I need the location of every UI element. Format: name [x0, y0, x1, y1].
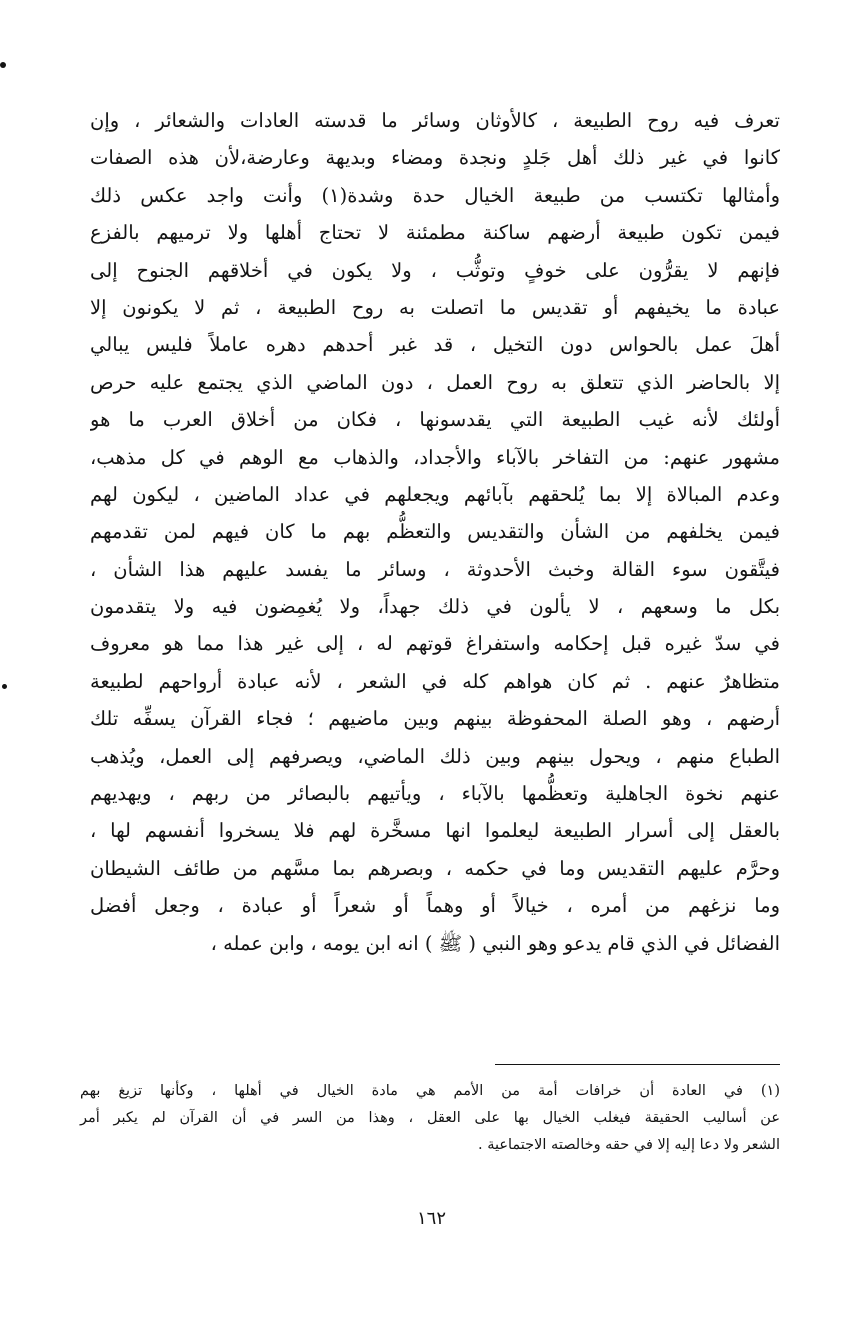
text-line: وما نزغهم من أمره ، خيالاً أو وهماً أو شعراً أو عبادة ، وجعل أفضل — [90, 894, 780, 918]
margin-dot-top — [0, 62, 6, 68]
text-line: وعدم المبالاة إلا بما يُلحقهم بآبائهم ويجعلهم في عداد الماضين ، ليكون لهم — [90, 482, 780, 506]
footnote-separator — [495, 1064, 780, 1065]
text-line: فيتَّقون سوء القالة وخبث الأحدوثة ، وسائر ما يفسد عليهم هذا الشأن ، — [90, 557, 780, 581]
text-line: كانوا في غير ذلك أهل جَلدٍ ونجدة ومضاء وبديهة وعارضة،لأن هذه الصفات — [90, 146, 780, 170]
footnote-line: الشعر ولا دعا إليه إلا في حقه وخالصته الاجتماعية . — [477, 1137, 780, 1153]
text-line: وحرَّم عليهم التقديس وما في حكمه ، وبصرهم بما مسَّهم من طائف الشيطان — [90, 856, 780, 880]
text-line: فإنهم لا يقرُّون على خوفٍ وتوثُّب ، ولا يكون في أخلاقهم الجنوح إلى — [90, 258, 780, 282]
text-line: أرضهم ، وهو الصلة المحفوظة بينهم وبين ماضيهم ؛ فجاء القرآن يسفِّه تلك — [90, 707, 780, 731]
text-line: تعرف فيه روح الطبيعة ، كالأوثان وسائر ما قدسته العادات والشعائر ، وإن — [90, 109, 780, 132]
margin-dot-middle — [2, 684, 7, 689]
text-line: وأمثالها تكتسب من طبيعة الخيال حدة وشدة(١) وأنت واجد عكس ذلك — [90, 183, 780, 207]
page-number: ١٦٢ — [416, 1208, 446, 1229]
text-line: عبادة ما يخيفهم أو تقديس ما اتصلت به روح الطبيعة ، ثم لا يكونون إلا — [90, 295, 780, 319]
text-line: الفضائل في الذي قام يدعو وهو النبي ( ﷺ ) انه ابن يومه ، وابن عمله ، — [210, 931, 780, 955]
text-line: بكل ما وسعهم ، لا يألون في ذلك جهداً، ولا يُغمِضون فيه ولا يتقدمون — [90, 595, 780, 619]
footnote-block — [80, 1078, 780, 1159]
footnote-line: (١) في العادة أن خرافات أمة من الأمم هي مادة الخيال في أهلها ، وكأنها تزيغ بهم — [80, 1083, 780, 1099]
text-line: متظاهرٌ عنهم . ثم كان هواهم كله في الشعر ، لأنه عبادة أرواحهم لطبيعة — [90, 669, 780, 693]
text-line: في سدّ غيره قبل إحكامه واستفراغ قوتهم له ، إلى غير هذا مما هو معروف — [90, 632, 780, 656]
text-line: إلا بالحاضر الذي تتعلق به روح العمل ، دون الماضي الذي يجتمع عليه حرص — [90, 370, 780, 394]
text-line: فيمن تكون طبيعة أرضهم ساكنة مطمئنة لا تحتاج أهلها ولا ترميهم بالفزع — [90, 221, 780, 245]
text-line: فيمن يخلفهم من الشأن والتقديس والتعظُّم بهم ما كان فيهم لمن تقدمهم — [90, 520, 780, 544]
text-line: الطباع منهم ، ويحول بينهم وبين ذلك الماضي، ويصرفهم إلى العمل، ويُذهب — [90, 744, 780, 768]
text-line: بالعقل إلى أسرار الطبيعة ليعلموا انها مسخَّرة لهم فلا يسخروا أنفسهم لها ، — [90, 819, 780, 843]
text-line: عنهم نخوة الجاهلية وتعظُّمها بالآباء ، ويأتيهم بالبصائر من ربهم ، ويهديهم — [90, 782, 780, 806]
text-line: أهلَ عمل بالحواس دون التخيل ، قد غبر أحدهم دهره عاملاً فليس يبالي — [90, 333, 780, 357]
text-line: أولئك لأنه غيب الطبيعة التي يقدسونها ، فكان من أخلاق العرب ما هو — [90, 408, 780, 432]
text-line: مشهور عنهم: من التفاخر بالآباء والأجداد، والذهاب مع الوهم في كل مذهب، — [90, 445, 780, 469]
footnote-line: عن أساليب الحقيقة فيغلب الخيال بها على العقل ، وهذا من السر في أن القرآن لم يكبر أمر — [80, 1110, 780, 1126]
main-text-block — [90, 102, 780, 1042]
